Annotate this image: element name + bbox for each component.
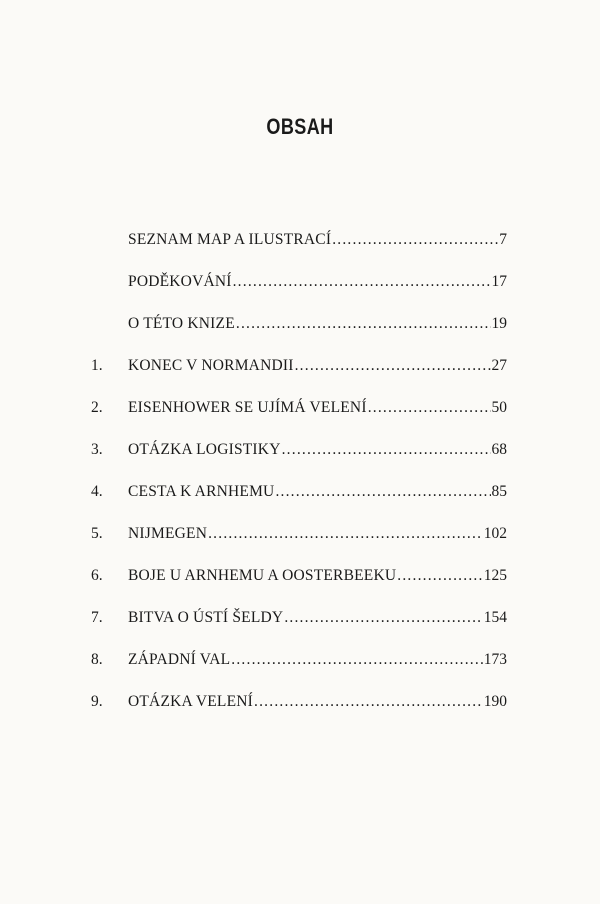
dot-leader <box>284 607 482 629</box>
page-number: 173 <box>483 651 507 668</box>
chapter-number: 5. <box>91 525 103 542</box>
toc-entry[interactable] <box>0 439 600 461</box>
page-number: 50 <box>491 399 507 416</box>
page-number: 102 <box>483 525 507 542</box>
toc-entry[interactable] <box>0 355 600 377</box>
toc-entry[interactable] <box>0 313 600 335</box>
chapter-title: OTÁZKA VELENÍ <box>128 693 254 710</box>
page-title: OBSAH <box>266 114 334 139</box>
dot-leader <box>397 565 482 587</box>
chapter-title: BOJE U ARNHEMU A OOSTERBEEKU <box>128 567 397 584</box>
toc-entry[interactable] <box>0 691 600 713</box>
toc-entry[interactable] <box>0 649 600 671</box>
page-number: 27 <box>491 357 507 374</box>
chapter-title: KONEC V NORMANDII <box>128 357 294 374</box>
dot-leader <box>233 271 491 293</box>
toc-entry[interactable] <box>0 271 600 293</box>
chapter-title: BITVA O ÚSTÍ ŠELDY <box>128 609 284 626</box>
chapter-title: ZÁPADNÍ VAL <box>128 651 231 668</box>
dot-leader <box>282 439 491 461</box>
page-number: 154 <box>483 609 507 626</box>
page-number: 190 <box>483 693 507 710</box>
dot-leader <box>208 523 483 545</box>
dot-leader <box>254 691 483 713</box>
chapter-title: NIJMEGEN <box>128 525 208 542</box>
page-number: 17 <box>491 273 507 290</box>
chapter-number: 3. <box>91 441 103 458</box>
chapter-title: EISENHOWER SE UJÍMÁ VELENÍ <box>128 399 367 416</box>
chapter-number: 7. <box>91 609 103 626</box>
page-number: 68 <box>491 441 507 458</box>
chapter-title: OTÁZKA LOGISTIKY <box>128 441 281 458</box>
toc-entry[interactable] <box>0 481 600 503</box>
chapter-number: 2. <box>91 399 103 416</box>
page-number: 125 <box>483 567 507 584</box>
chapter-title: O TÉTO KNIZE <box>128 315 235 332</box>
toc-entry[interactable] <box>0 607 600 629</box>
page-number: 19 <box>491 315 507 332</box>
dot-leader <box>275 481 490 503</box>
dot-leader <box>236 313 491 335</box>
toc-entry[interactable] <box>0 565 600 587</box>
chapter-number: 8. <box>91 651 103 668</box>
chapter-title: PODĚKOVÁNÍ <box>128 273 232 290</box>
chapter-number: 6. <box>91 567 103 584</box>
toc-entry[interactable] <box>0 229 600 251</box>
chapter-number: 1. <box>91 357 103 374</box>
dot-leader <box>295 355 491 377</box>
chapter-title: SEZNAM MAP A ILUSTRACÍ <box>128 231 332 248</box>
dot-leader <box>332 229 498 251</box>
toc-entry[interactable] <box>0 397 600 419</box>
chapter-number: 9. <box>91 693 103 710</box>
page-number: 85 <box>491 483 507 500</box>
chapter-title: CESTA K ARNHEMU <box>128 483 275 500</box>
dot-leader <box>231 649 482 671</box>
toc-entry[interactable] <box>0 523 600 545</box>
dot-leader <box>368 397 491 419</box>
page-number: 7 <box>499 231 507 248</box>
chapter-number: 4. <box>91 483 103 500</box>
